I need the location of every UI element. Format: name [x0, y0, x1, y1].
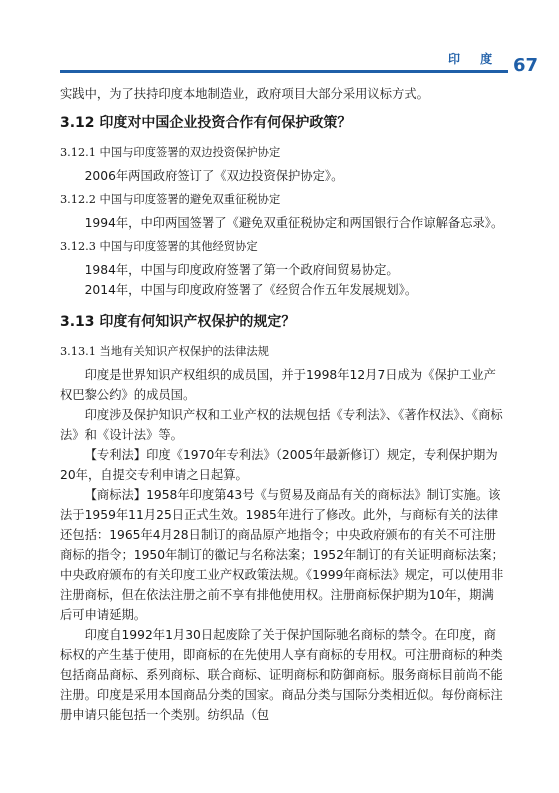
- intro-paragraph: 实践中，为了扶持印度本地制造业，政府项目大部分采用议标方式。: [60, 87, 429, 101]
- paragraph-patent-law: 【专利法】印度《1970年专利法》（2005年最新修订）规定，专利保护期为20年，自提交专利申请之日起算。: [60, 448, 498, 482]
- paragraph-membership: 印度是世界知识产权组织的成员国，并于1998年12月7日成为《保护工业产权巴黎公约》的成员国。: [60, 368, 496, 402]
- section-heading-3-13: 3.13 印度有何知识产权保护的规定？: [60, 314, 296, 330]
- paragraph-trademark-law: 【商标法】1958年印度第43号《与贸易及商品有关的商标法》制订实施。该法于1959年11月25日正式生效。1985年进行了修改。此外，与商标有关的法律还包括：1965年4月28日制订的商品原产地指令；中央政府颁布的有关不可注册商标的指令；1950年制订的徽记与名称法案；1952年制订的有关证明商标法案；中央政府颁布的有关印度工业产权政策法规。《1999年商标法》规定，可以使用非注册商标，但在依法注册之前不享有排他使用权。注册商标保护期为10年，期满后可申请延期。: [60, 488, 504, 622]
- subsection-heading-3-12-2: 3.12.2 中国与印度签署的避免双重征税协定: [60, 193, 281, 206]
- paragraph-3-12-3-b: 2014年，中国与印度政府签署了《经贸合作五年发展规划》。: [84, 283, 418, 297]
- subsection-heading-3-12-3: 3.12.3 中国与印度签署的其他经贸协定: [60, 240, 258, 253]
- paragraph-3-12-1: 2006年两国政府签订了《双边投资保护协定》。: [84, 169, 344, 183]
- paragraph-3-12-2: 1994年，中印两国签署了《避免双重征税协定和两国银行合作谅解备忘录》。: [84, 216, 504, 230]
- paragraph-3-12-3-a: 1984年，中国与印度政府签署了第一个政府间贸易协定。: [84, 263, 399, 277]
- page-body: [60, 84, 506, 725]
- page-number: 67: [513, 55, 539, 76]
- subsection-heading-3-12-1: 3.12.1 中国与印度签署的双边投资保护协定: [60, 146, 281, 159]
- paragraph-ip-laws: 印度涉及保护知识产权和工业产权的法规包括《专利法》、《著作权法》、《商标法》和《设计法》等。: [60, 408, 503, 442]
- subsection-heading-3-13-1: 3.13.1 当地有关知识产权保护的法律法规: [60, 345, 269, 358]
- running-header-label: 印 度: [448, 52, 501, 66]
- section-heading-3-12: 3.12 印度对中国企业投资合作有何保护政策？: [60, 115, 352, 131]
- header-rule: [60, 70, 508, 73]
- paragraph-well-known-marks: 印度自1992年1月30日起废除了关于保护国际驰名商标的禁令。在印度，商标权的产生基于使用，即商标的在先使用人享有商标的专用权。可注册商标的种类包括商品商标、系列商标、联合商标、证明商标和防御商标。服务商标目前尚不能注册。印度是采用本国商品分类的国家。商品分类与国际分类相近似。每份商标注册申请只能包括一个类别。纺织品（包: [60, 628, 503, 722]
